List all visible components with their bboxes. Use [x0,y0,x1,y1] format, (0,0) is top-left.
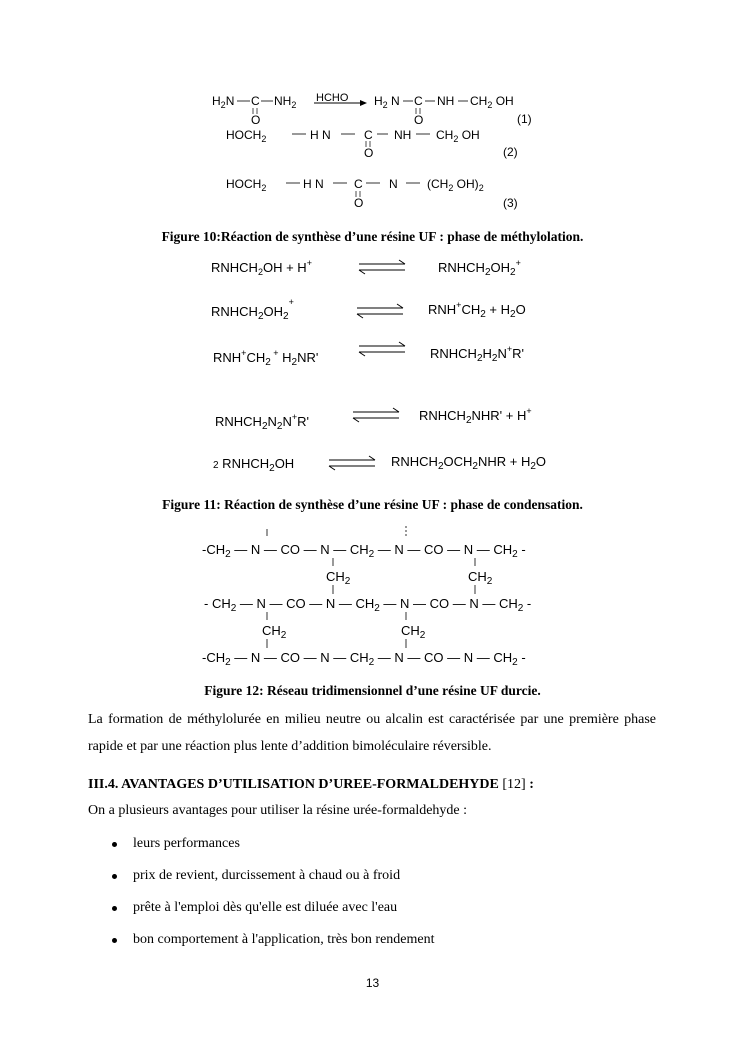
svg-text:-CH2 — N — CO — N — CH2 — N —: $-CH_2$ — N — CO — N — $CH_2$ — N — CO — N — $CH_2$ - [202,542,526,560]
svg-text:O: O [364,146,374,160]
svg-text:(CH2 OH)2: ($CH_2$ $OH)_2$ [427,177,484,193]
svg-text:C: C [364,128,373,142]
svg-text:C: C [414,94,423,108]
bullet-icon [112,938,117,943]
svg-text:N: N [389,177,398,191]
svg-text:NH: NH [437,94,455,108]
svg-text:CH2: $CH_2$ [468,569,493,587]
svg-text:RNH+CH2 + H2O: $RNH^+CH_2 + H_2O$ [428,300,526,320]
reagent-label: HCHO [316,92,349,104]
svg-text:H2 N: $H_2$ N [374,94,400,110]
list-item [112,836,435,868]
equation-2-label: (2) [503,145,518,159]
svg-text:C: C [354,177,363,191]
bullet-icon [112,842,117,847]
svg-text:O: O [414,113,424,127]
advantages-list [112,836,435,964]
svg-text:RNHCH2OH + H+: $RNHCH_2OH + H^+$ [211,258,312,277]
figure-12-caption: Figure 12: Réseau tridimensionnel d’une résine UF durcie. [204,683,541,698]
svg-text:RNH+CH2 + H2NR': $RNH^+CH_2$ + $H_2NR'$ [213,348,319,368]
svg-text:RNHCH2H2N+R': $RNHCH_2H_2N^+R'$ [430,344,524,364]
svg-text:C: C [251,94,260,108]
svg-text:H N: H N [310,128,331,142]
svg-text:O: O [354,196,364,210]
svg-text:CH2: $CH_2$ [401,623,426,641]
svg-text:HOCH2: $HOCH_2$ [226,128,267,144]
svg-text:CH2: $CH_2$ [262,623,287,641]
svg-text:2 RNHCH2OH: 2 $RNHCH_2OH$ [213,456,295,474]
list-item-text: leurs performances [133,836,240,851]
list-item-text: prête à l'emploi dès qu'elle est diluée avec l'eau [133,900,398,915]
svg-text:O: O [251,113,261,127]
figure-11-condensation-scheme [205,252,545,482]
svg-text:RNHCH2N2N+R': $RNHCH_2N_2N^+R'$ [215,412,309,432]
svg-text:CH2 OH: $CH_2$ OH [436,128,480,144]
bullet-icon [112,874,117,879]
svg-text:H2N: $H_2N$ [212,94,235,110]
svg-text:RNHCH2OCH2NHR + H2O: $RNHCH_2OCH_2NHR + H_2O$ [391,454,547,472]
svg-text:RNHCH2NHR' + H+: $RNHCH_2NHR' + H^+$ [419,406,532,426]
svg-text:CH2: $CH_2$ [326,569,351,587]
svg-text:CH2 OH: $CH_2$ OH [470,94,514,110]
svg-text:-CH2 — N — CO — N — CH2 — N —: $-CH_2$ — N — CO — N — $CH_2$ — N — CO — N — $CH_2$ - [202,650,526,668]
body-paragraph: La formation de méthylolurée en milieu neutre ou alcalin est caractérisée par une première phase rapide et par une réaction plus lente d’addition bimoléculaire réversible. [88,712,656,754]
bullet-icon [112,906,117,911]
section-intro: On a plusieurs avantages pour utiliser la résine urée-formaldehyde : [88,803,468,818]
equation-1-label: (1) [517,112,532,126]
figure-10-methylolation-scheme [200,88,545,213]
section-heading-colon: : [525,777,534,792]
equation-3-label: (3) [503,196,518,210]
section-heading-text: III.4. AVANTAGES D’UTILISATION D’UREE-FORMALDEHYDE [88,777,499,792]
svg-text:HOCH2: $HOCH_2$ [226,177,267,193]
section-heading [88,777,534,793]
svg-text:RNHCH2OH2+: $RNHCH_2OH_2^+$ [211,297,294,322]
svg-text:RNHCH2OH2+: $RNHCH_2OH_2^+$ [438,258,521,278]
list-item-text: prix de revient, durcissement à chaud ou à froid [133,868,401,883]
list-item-text: bon comportement à l'application, très bon rendement [133,932,435,947]
list-item [112,932,435,964]
svg-text:NH: NH [394,128,412,142]
section-reference: [12] [502,777,526,792]
svg-text:H N: H N [303,177,324,191]
figure-12-network-structure [200,524,545,674]
list-item [112,900,435,932]
svg-text:NH2: $NH_2$ [274,94,297,110]
figure-10-caption: Figure 10:Réaction de synthèse d’une résine UF : phase de méthylolation. [161,229,584,244]
figure-11-caption: Figure 11: Réaction de synthèse d’une résine UF : phase de condensation. [162,497,583,512]
page-number: 13 [365,976,380,990]
svg-text:- CH2 — N — CO — N — CH2 — N —: - $CH_2$ — N — CO — N — $CH_2$ — N — CO — N — $CH_2$ - [204,596,532,614]
list-item [112,868,435,900]
